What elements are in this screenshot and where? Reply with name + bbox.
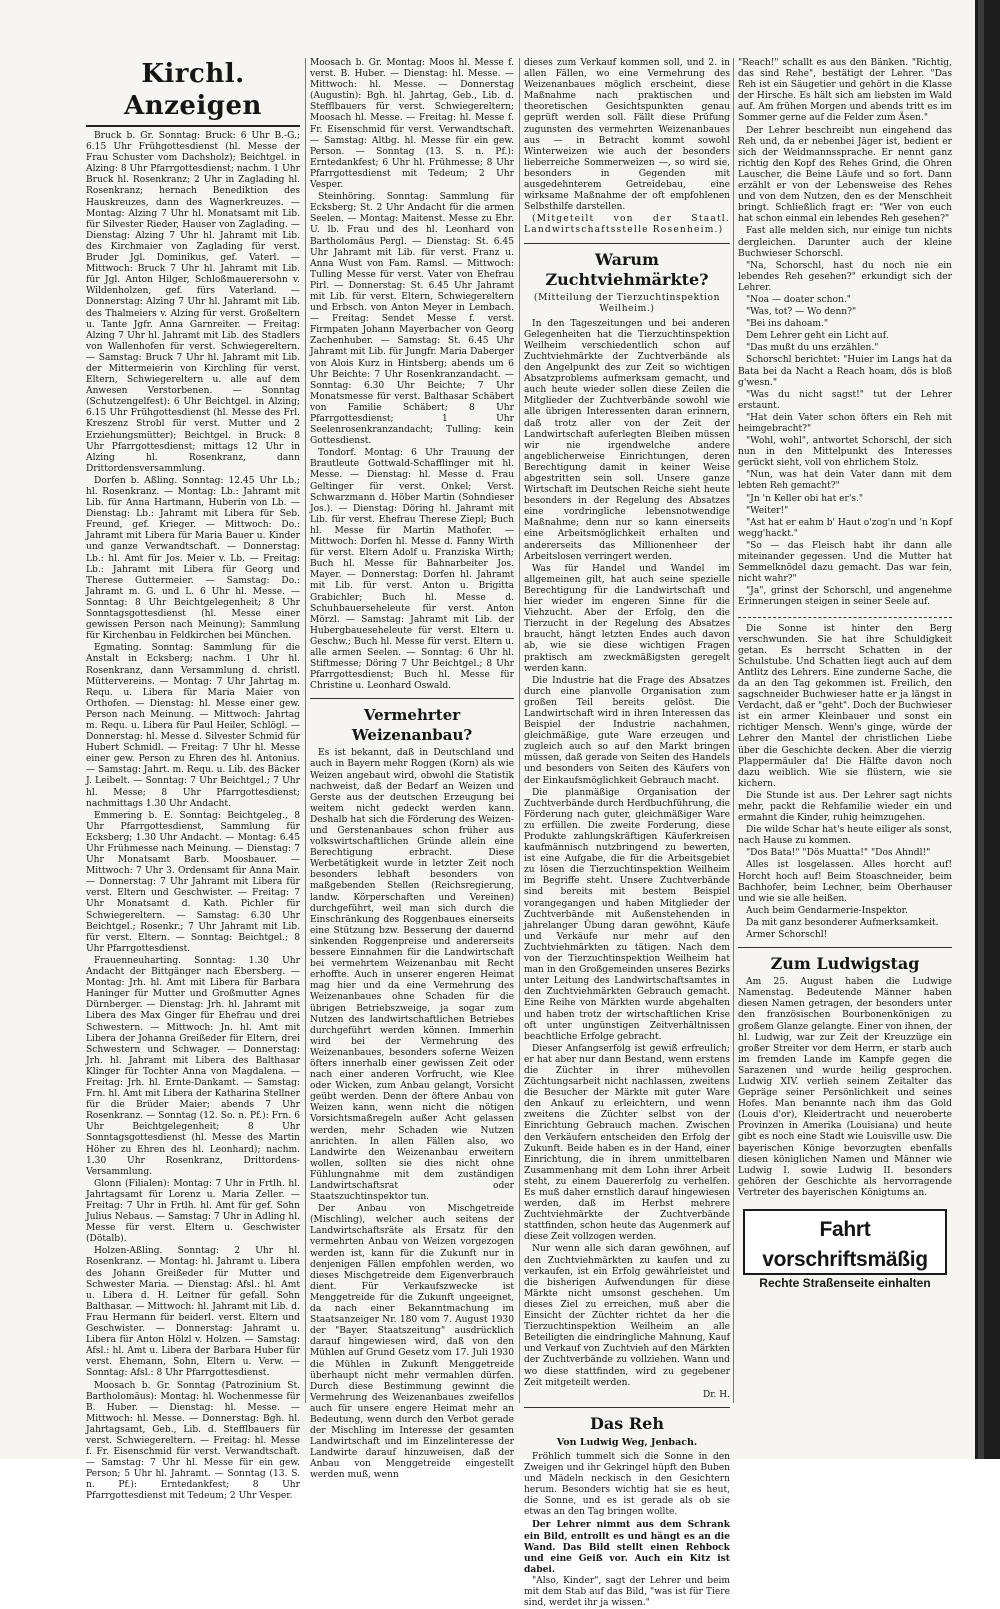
ad-headline: Fahrt vorschriftsmäßig (762, 1218, 928, 1271)
section-masthead: Kirchl. Anzeigen (86, 58, 300, 127)
story-paragraph: "Ja", grinst der Schorschl, und angenehme Erinnerungen steigen in seiner Seele auf. (738, 586, 952, 608)
story-paragraph: Die Stunde ist aus. Der Lehrer sagt nichts mehr, packt die Rehfamilie wieder ein und ermahnt die Kinder, ruhig heimzugehen. (738, 790, 952, 824)
notice-paragraph: Holzen-Aßling. Sonntag: 2 Uhr hl. Rosenkranz. — Montag: hl. Jahramt u. Libera des Johann Greißeder für Mutter und Schwester Maria. — Dienstag: Afsl.: hl. Amt u. Libera d. H. Leitner für gefall. Sohn Balthasar. — Mittwoch: hl. Jahramt mit Lib. d. Frau Hermann für beiderl. verst. Eltern und Geschwister. — Donnerstag: Jahramt u. Libera für Anton Hölzl v. Holzen. — Samstag: Afsl.: hl. Amt u. Libera der Barbara Huber für verst. Ehemann, Sohn, Eltern u. Verw. — Sonntag: Afsl.: 8 Uhr Pfarrgottesdienst. (86, 1246, 300, 1379)
article-source: (Mitgeteilt von der Staatl. Landwirtschaftsstelle Rosenheim.) (524, 214, 730, 236)
page-content (86, 58, 958, 1609)
story-paragraph: "Noa — doater schon." (746, 294, 851, 305)
notice-paragraph: Moosach b. Gr. Sonntag (Patrozinium St. Bartholomäus): Montag: hl. Wochenmesse für B. Huber. — Dienstag: hl. Messe. — Mittwoch: hl. Messe. — Donnerstag: Bgh. hl. Jahrtagsamt, Geb., Lib. d. Stefflbauers für verst. Schwiegereltern. — Freitag: hl. Messe f. Fr. Eisenschmid für verst. Verwandtschaft. — Samstag: 7 Uhr hl. Messe für ein gew. Person; 5 Uhr hl. Jahramt. — Sonntag (13. S. n. Pf.): Erntedankfest; 8 Uhr Pfarrgottesdienst mit Tedeum; 2 Uhr Vesper. (86, 1380, 300, 1502)
article-paragraph: dieses zum Verkauf kommen soll, und 2. in allen Fällen, wo eine Vermehrung des Weizenanbaues möglich erscheint, diese Maßnahme nach praktischen und theoretischen Gesichtspunkten genau geprüft werden soll. Fällt diese Prüfung zugunsten des vermehrten Weizenanbaues aus — in Betracht kommt sowohl Winterweizen wie auch der besonders lieberreiche Sommerweizen —, so wird sie, besonders in Gegenden mit ausgedehnterem Getreidebau, eine wirksame Maßnahme der oft empfohlenen Selbsthilfe darstellen. (524, 58, 730, 213)
column-church-notices-2 (310, 58, 514, 1481)
story-paragraph: Die Sonne ist hinter den Berg verschwunden. Sie hat ihre Schuldigkeit getan. Es herrscht Schatten in der Schulstube. Und Schatten liegt auch auf dem Antlitz des Lehrers. Eine zunderne Sache, die da an den Tag gekommen ist. Freilich, den sagschneider Buchwieser hatte er ja längst in Verdacht, daß er "geht". Doch der Buchwieser ist ein armer Kleinbauer und sonst ein richtiger Mensch. Wenn's ginge, würde der Lehrer den Mantel der christlichen Liebe über die Geschichte decken. Aber die vierzig Plappermäuler da! Die Hälfte davon noch dazu weiblich. Wie sie flüstern, wie sie kichern. (738, 623, 952, 789)
story-paragraph: "Das mußt du uns erzählen." (746, 343, 879, 354)
notice-paragraph: Glonn (Filialen): Montag: 7 Uhr in Frtlh. hl. Jahrtagsamt für Lorenz u. Maria Zeller. — Freitag: 7 Uhr in Frtlh. hl. Amt für gef. Sohn Julius Nebaus. — Samstag: 7 Uhr in Adling hl. Messe für verst. Eltern u. Geschwister (Dötalb). (86, 1178, 300, 1245)
story-paragraph: "Wohl, wohl", antwortet Schorschl, der sich nun in den Mittelpunkt des Interesses gerückt sieht, voll von ehrlichem Stolz. (738, 436, 952, 469)
story-paragraph: Da mit ganz besonderer Aufmerksamkeit. (746, 917, 939, 928)
scan-border (975, 0, 1000, 1459)
story-paragraph: "Dos Bata!" "Dös Muatta!" "Dos Ahndl!" (746, 848, 931, 859)
notice-paragraph: Emmering b. E. Sonntag: Beichtgeleg., 8 Uhr Pfarrgottesdienst, Sammlung für Ecksberg; 1.30 Uhr Andacht. — Montag: 6.45 Uhr Frühmesse nach Meinung. — Dienstag: 7 Uhr Monatsamt Barb. Moosbauer. — Mittwoch: 7 Uhr 3. Ordensamt für Anna Mair. — Donnerstag: 7 Uhr Jahramt mit Libera für verst. Eltern und Geschwister. — Freitag: 7 Uhr Monatsamt d. Kath. Pichler für Schwiegereltern. — Samstag: 6.30 Uhr Beichtgel.; Rosenkr.; 7 Uhr Jahramt mit Lib. für verst. Eltern. — Sonntag: Beichtgel.; 8 Uhr Pfarrgottesdienst. (86, 810, 300, 954)
notice-paragraph: Steinhöring. Sonntag: Sammlung für Ecksberg; St. 2 Uhr Andacht für die armen Seelen. — Montag: Maitenst. Messe zu Ehr. U. lb. Frau und des hl. Leonhard von Bartholomäus Pergl. — Dienstag: St. 6.45 Uhr Jahramt mit Lib. für verst. Franz u. Anna Wust von Fam. Ramsl. — Mittwoch: Tulling Messe für verst. Vater von Ehefrau Pirl. — Donnerstag: St. 6.45 Uhr Jahramt mit Lib. für verst. Eltern, Schwiegereltern und Erbsch. von Anton Meyer in Lembach. — Freitag: Sendet Messe f. verst. Firmpaten Johann Mayerbacher von Georg Zachenhuber. — Samstag: St. 6.45 Uhr Jahramt mit Lib. für Jungfr. Maria Daberger von Alois Kurz in Hintsberg; abends um 6 Uhr Beichte: 7 Uhr Rosenkranzandacht. — Sonntag: 6.30 Uhr Beichte; 7 Uhr Monatsmesse für verst. Balthasar Schäbert von Familie Schäbert; 8 Uhr Pfarrgottesdienst; 1 Uhr Seelenrosenkranzandacht; Tulling: kein Gottesdienst. (310, 192, 514, 447)
story-paragraph: Armer Schorschl! (746, 930, 828, 941)
story-paragraph: "Ast hat er eahm b' Haut o'zog'n und 'n Kopf wegg'hackt." (738, 517, 952, 539)
story-paragraph: Schorschl berichtet: "Huier im Langs hat da Bata bei da Nacht a Reach hoam, dös is bloß g'wesn." (738, 355, 952, 388)
article-paragraph: Fröhlich tummelt sich die Sonne in den Zweigen und ihr Gekringel hüpft den Buben und Mädeln neckisch in den Gesichtern herum. Besonders wichtig hat sie es heut, die Sonne, und es ist gerade als ob sie etwas an den Tag bringen wollte. (524, 1451, 730, 1518)
article-paragraph: Was für Handel und Wandel im allgemeinen gilt, hat auch seine spezielle Berechtigung für die Landwirtschaft und hier wieder im engeren Sinne für die Viehzucht. Aber der Erfolg, den die Tierzucht in der Regelung des Absatzes braucht, hängt letzten Endes auch davon ab, wie sie diese wichtigen Fragen praktisch am zweckmäßigsten geregelt werden kann. (524, 563, 730, 674)
article-paragraph: "Also, Kinder", sagt der Lehrer und beim mit dem Stab auf das Bild, "was ist für Tiere sind, werdet ihr ja wissen." (524, 1575, 730, 1609)
article-paragraph: Am 25. August haben die Ludwige Namenstag. Bedeutende Männer haben diesen Namen getragen, der besonders unter den französischen Bourbonenkönigen zu großem Glanze gelangte. Einer von ihnen, der hl. Ludwig, war zur Zeit der Kreuzzüge ein großer Streiter vor dem Herrn, er starb auch im fremden Lande im Kampfe gegen die Sarazenen und wurde heilig gesprochen. Ludwig XIV. verlieh seinem Zeitalter das Gepräge seiner Persönlichkeit und seines Hofes. Man benannte nach ihm das Gold (Louis d'or), Kleidertracht und neueroberte Provinzen in Amerika (Louisiana) und heute gibt es noch eine Stadt wie Louisville usw. Die bayerischen Könige bevorzugten ebenfalls diesen königlichen Namen und Männer wie Ludwig I. sowie Ludwig II. besonders gehören der Geschichte als hervorragende Vertreter des bayerischen Königtums an. (738, 977, 952, 1198)
column-rule (519, 58, 520, 1403)
story-paragraph: Auch beim Gendarmerie-Inspektor. (746, 905, 908, 916)
story-paragraph: "Jn 'n Keller obi hat er's." (746, 493, 864, 504)
notice-paragraph: Dorfen b. Aßling. Sonntag: 12.45 Uhr Lb.; hl. Rosenkranz. — Montag: Lb.: Jahramt mit Lib. für Anna Hartmann, Huberin von Lb. — Dienstag: Lb.: Jahramt mit Libera für Seb. Freund, gef. Krieger. — Mittwoch: Do.: Jahramt mit Libera für Maria Bauer u. Kinder und ganze Verwandtschaft. — Donnerstag: Lb.: hl. Amt für Jos. Meier v. Lb. — Freitag: Lb.: Jahramt mit Libera für Georg und Therese Guttermeier. — Samstag: Do.: Jahramt m. G. und L. 6 Uhr hl. Messe. — Sonntag: 8 Uhr Beichtgelegenheit; 8 Uhr Sonntagsgottesdienst (hl. Messe einer gewissen Person nach Meinung); Sammlung für Kirchenbau in Feldkirchen bei München. (86, 475, 300, 642)
story-paragraph: "Nun, was hat dein Vater dann mit dem lebten Reh gemacht?" (738, 470, 952, 492)
story-paragraph: Alles ist losgelassen. Alles horcht auf! Horcht hoch auf! Beim Stoaschneider, beim Bachhofer, beim Lechner, beim Oberhauser und wie sie alle heißen. (738, 860, 952, 904)
story-paragraph: Dem Lehrer geht ein Licht auf. (746, 331, 889, 342)
article-paragraph: Der Anbau von Mischgetreide (Mischling), welcher auch seitens der Landwirtschaftsräte als Ersatz für den vermehrten Anbau von Weizen vorgezogen werden ist, kann für die Zukunft nur in denjenigen Fällen empfohlen werden, wo dieses Mischgetreide dem Eigenverbrauch dient. Für Verkaufszwecke ist Menggetreide für die Zukunft ungeeignet, da nach einer Bekanntmachung im Staatsanzeiger Nr. 180 vom 7. August 1930 der "Bayer. Staatszeitung" ausdrücklich darauf hingewiesen wird, daß von den Mühlen auf Grund Gesetz vom 17. Juli 1930 die Mühlen in Zukunft Menggetreide überhaupt nicht mehr vermahlen dürfen. Durch diese Bestimmung gewinnt die Vermehrung des Weizenanbaues zweifellos auch für unsere engere Heimat mehr an Bedeutung, wenn durch den Verbot gerade der Mischling im Interesse der gesamten Landwirtschaft und im Einzelinteresse der Landwirte darauf hinzuweisen, daß der Anbau von Menggetreide eingestellt werden muß, wenn (310, 1204, 514, 1481)
story-paragraph: Der Lehrer beschreibt nun eingehend das Reh und, da er nebenbei Jäger ist, bedient er sich der Weidmannssprache. Er nennt ganz richtig den Kopf des Rehes Grind, die Ohren Lauscher, die Beine Läufe und so fort. Dann erzählt er von der Lebensweise des Rehes und von dem Nutzen, den es der Menschheit bringt. Schließlich fragt er: "Wer von euch hat schon einmal ein lebendes Reh gesehen?" (738, 125, 952, 225)
article-paragraph: Die Industrie hat die Frage des Absatzes durch eine planvolle Organisation zum großen Teil bereits gelöst. Die Landwirtschaft wird in ihren Interessen das Beispiel der Industrie nachahmen, gleichmäßige, gute Ware erzeugen und zugleich auch so auf den Markt bringen müssen, daß gerade von Seiten des Handels und besonders von Seiten des Käufers von der Einkaufsmöglichkeit Gebrauch macht. (524, 675, 730, 786)
article-headline: Warum Zuchtviehmärkte? (545, 249, 709, 289)
article-signature: Dr. H. (703, 1389, 730, 1400)
article-paragraph: Es ist bekannt, daß in Deutschland und auch in Bayern mehr Roggen (Korn) als wie Weizen angebaut wird, obwohl die Statistik nachweist, daß der Bedarf an Weizen und Gerste aus der deutschen Erzeugung bei weitem nicht gedeckt werden kann. Deshalb hat sich die Förderung des Weizen- und Gerstenanbaues schon früher aus volkswirtschaftlichen Gründe allein eine Berechtigung erbracht. Diese Werbetätigkeit wurde in letzter Zeit noch besonders lebhaft besonders von maßgebenden Stellen (Reichsregierung, landw. Körperschaften und Vereinen) durchgeführt, weil man sich durch die Einschränkung des Roggenbaues einerseits eine Stützung bzw. Besserung der dauernd sinkenden Roggenpreise und andererseits bessere Einnahmen für die Landwirtschaft bei vermehrtem Weizenanbau mit Recht erhoffte. Auch in unserer engeren Heimat mag hier und da eine Vermehrung des Weizenanbaues ohne Schaden für die übrigen Betriebszweige, ja sogar zum Nutzen des landwirtschaftlichen Betriebes durchgeführt werden können. Immerhin wird bei der Vermehrung des Weizenanbaues, besonders soferne Weizen öfters innerhalb einer gewissen Zeit oder nach einer anderen Vorfrucht, wie Klee oder Wicken, zum Anbau gelangt, Vorsicht geübt werden. Denn der öftere Anbau von Weizen kann, wenn nicht die nötigen Vorsichtsmaßregeln außer Acht gelassen werden, mehr Schaden wie Nutzen anrichten. In allen Fällen also, wo Landwirte den Weizenanbau erweitern wollen, sollten sie dies nicht ohne Fühlungnahme mit dem zuständigen Landwirtschaftsrat oder Staatszuchtinspektor tun. (310, 748, 514, 1203)
section-divider (310, 698, 514, 699)
story-paragraph: "Bei ins dahoam." (746, 319, 829, 330)
story-paragraph: "Hat dein Vater schon öfters ein Reh mit heimgebracht?" (738, 412, 952, 434)
story-paragraph: "So — das Fleisch habt ihr dann alle miteinander gegessen. Und die Mutter hat Semmelknödel dazu gemacht. Das war fein, nicht wahr?" (738, 540, 952, 585)
story-paragraph: "Na, Schorschl, hast du noch nie ein lebendes Reh gesehen?" erkundigt sich der Lehrer. (738, 260, 952, 293)
ad-subline: Rechte Straßenseite einhalten (759, 1276, 931, 1290)
column-church-notices-1 (86, 58, 300, 1502)
story-paragraph: Die wilde Schar hat's heute eiliger als sonst, nach Hause zu kommen. (738, 825, 952, 847)
story-paragraph: "Was du nicht sagst!" tut der Lehrer erstaunt. (738, 389, 952, 411)
notice-paragraph: Moosach b. Gr. Montag: Moos hl. Messe f. verst. B. Huber. — Dienstag: hl. Messe. — Mittwoch: hl. Messe. — Donnerstag (Augustin): Bgh. hl. Jahrtag, Geb., Lib. d. Stefflbauers für verst. Schwiegereltern; Moosach hl. Messe. — Freitag: hl. Messe f. Fr. Eisenschmid für verst. Verwandtschaft. — Samstag: Altbg. hl. Messe für ein gew. Person. — Sonntag (13. S. n. Pf.): Erntedankfest; 6 Uhr hl. Frühmesse; 8 Uhr Pfarrgottesdienst mit Tedeum; 2 Uhr Vesper. (310, 58, 514, 191)
article-paragraph: Die planmäßige Organisation der Zuchtverbände durch Herdbuchführung, die Förderung nach guter, gleichmäßiger Ware zu erfüllen. Die zweite Forderung, diese Produkte zahlungskräftigen Käuferkreisen kaufmännisch nutzbringend zu bewerten, ist eine Aufgabe, die für die Arbeitsgebiet zu lösen die Tierzuchtinspektion Weilheim im Begriffe steht. Unsere Zuchtverbände sind bereits mit bestem Beispiel vorangegangen und haben Mitglieder der Zuchtverbände mit Außenstehenden in jahrelanger Übung daran gewöhnt, Käufe und Verkäufe nur mehr auf den Zuchtviehmärkten zu tätigen. Nach dem von der Tierzuchtinspektion Weilheim hat man in den Großgemeinden unseres Bezirks unter Leitung des Landwirtschaftsamtes in den Zuchtviehmärkten Gebrauch gemacht. Eine Reihe von Märkten wurde abgehalten und haben trotz der wirtschaftlichen Krise oft unter ungünstigen Zeitverhältnissen beachtliche Erfolge gebracht. (524, 787, 730, 1042)
article-headline: Vermehrter Weizenanbau? (351, 706, 473, 745)
article-paragraph: In den Tageszeitungen und bei anderen Gelegenheiten hat die Tierzuchtinspektion Weilheim verschiedentlich schon auf Zuchtviehmärkte der Zuchtverbände als den Angelpunkt des zur Zeit so wichtigen Absatzproblems aufmerksam gemacht, und auch heute wieder sollen diese Zeilen die Mitglieder der Zuchtverbände sowohl wie alle übrigen Interessenten daran erinnern, daß trotz aller von der Zeit der Landwirtschaft auferlegten Bleiben müssen wir nie irgendwelche andere angeblicherweise Einrichtungen, deren Berechtigung damit in keiner Weise abgestritten sein soll. Unsere ganze Wirtschaft im Deutschen Reiche sieht heute besonders in der Regelung des Absatzes eine vordringliche lebensnotwendige Maßnahme; denn nur so kann einerseits eine Arbeitsmöglichkeit erhalten und andererseits das Millionenheer der Arbeitslosen verringert werden. (524, 318, 730, 562)
notice-paragraph: Bruck b. Gr. Sonntag: Bruck: 6 Uhr B.-G.; 6.15 Uhr Frühgottesdienst (hl. Messe der Frau Schuster vom Dachsholz); Beichtgel. in Alzing: 8 Uhr Pfarrgottesdienst; nachm. 1 Uhr Bruck hl. Rosenkranz; 2 Uhr in Zaglading hl. Rosenkranz; hernach Benediktion des Hauskreuzes, dann des Wagnerkreuzes. — Montag: Alzing 7 Uhr hl. Monatsamt mit Lib. für Silvester Rieder, Hauser von Zaglading. — Dienstag: Alzing 7 Uhr hl. Jahramt mit Lib. des Kirchmaier von Zaglading für verst. Bruder Jgl. Dominikus, gef. Vaterl. — Mittwoch: Bruck 7 Uhr hl. Jahramt mit Lib. für Jgl. Anton Hilger, Schloßmauerersohn v. Wildenholzen, gef. fürs Vaterland. — Donnerstag: Alzing 7 Uhr hl. Jahramt mit Lib. des Thalmeiers v. Alzing für verst. Großeltern u. Tante Jgfr. Anna Garnreiter. — Freitag: Alzing 7 Uhr hl. Jahramt mit Lib. des Stadlers von Wallenhofen für verst. Schwiegereltern. — Samstag: Bruck 7 Uhr hl. Jahramt mit Lib. der Mittermeierin von Kirchling für verst. Eltern, Schwiegereltern u. alle auf dem Anwesen Verstorbenen. — Sonntag (Schutzengelfest): 6 Uhr Beichtgel. in Alzing; 6.15 Uhr Frühgottesdienst (hl. Messe des Frl. Kreszenz Strobl für verst. Mutter und 2 Erziehungsmütter); Beichtgel. in Bruck: 8 Uhr Pfarrgottesdienst; mittags 12 Uhr in Alzing hl. Rosenkranz, dann Drittordensversammlung. (86, 131, 300, 474)
scene-break (738, 617, 952, 618)
story-paragraph: "Reach!" schallt es aus den Bänken. "Richtig, das sind Rehe", bestätigt der Lehrer. "Das Reh ist ein Säugetier und gehört in die Klasse der Hirsche. Es hält sich am liebsten im Wald auf. Am frühen Morgen und abends tritt es im Sommer gerne auf die Felder zum Äsen." (738, 58, 952, 124)
column-rule (733, 58, 734, 1403)
article-subtitle: (Mitteilung der Tierzuchtinspektion Weilheim.) (533, 292, 721, 314)
section-divider (524, 1407, 730, 1408)
story-paragraph: "Was, tot? — Wo denn?" (746, 307, 857, 318)
notice-paragraph: Tondorf. Montag: 6 Uhr Trauung der Brautleute Gottwald-Schafflinger mit hl. Messe. — Dienstag: hl. Messe d. Frau Geltinger für verst. Onkel; Verst. Schwarzmann d. Höber Martin (Sohndieser Jos.). — Dienstag: Döring hl. Jahramt mit Lib. für verst. Ehefrau Therese Ziepl; Buch hl. Messe für Martin Mathofer. — Mittwoch: Dorfen hl. Messe d. Fanny Wirth für verst. Eltern Adolf u. Franziska Wirth; Buch hl. Messe für Bahnarbeiter Jos. Mayer. — Donnerstag: Dorfen hl. Jahramt mit Lib. für verst. Anton u. Brigitta Grabichler; Buch hl. Messe d. Schuhbauerseheleute für verst. Anton Mörzl. — Samstag: Jahramt mit Lib. der Hubergbaueseheleute für verst. Eltern u. Geschw.; Buch hl. Messe für verst. Eltern u. alle armen Seelen. — Sonntag: 6 Uhr hl. Stiftmesse; Döring 7 Uhr Beichtgel.; 8 Uhr Pfarrgottesdienst; Buch hl. Messe für Christine u. Leonhard Oswald. (310, 448, 514, 692)
section-divider (524, 243, 730, 244)
notice-paragraph: Frauenneuharting. Sonntag: 1.30 Uhr Andacht der Bittgänger nach Ebersberg. — Montag: Jrh. hl. Amt mit Libera für Barbara Haninger für Mutter und Großmutter Agnes Dürnberger. — Dienstag: Jrh. hl. Jahramt mit Libera des Max Ginger für Ehefrau und drei Schwestern. — Mittwoch: Jn. hl. Amt mit Libera der Johanna Greißeder für Eltern, drei Schwestern und Schwager. — Donnerstag: Jrh. hl. Jahramt mit Libera des Balthasar Klinger für Tochter Anna von Magdalena. — Freitag: Jrh. hl. Ernte-Dankamt. — Samstag: Frn. hl. Amt mit Libera der Katharina Stellner für die Brüder Maier; abends 7 Uhr Rosenkranz. — Sonntag (12. So. n. Pf.): Frn. 6 Uhr Beichtgelegenheit; 8 Uhr Sonntagsgottesdienst (hl. Messe des Martin Höher zu Ehren des hl. Leonhard); nachm. 1.30 Uhr Rosenkranz, Drittordens-Versammlung. (86, 955, 300, 1177)
story-paragraph: Fast alle melden sich, nur einige tun nichts dergleichen. Darunter auch der kleine Buchwieser Schorschl. (738, 226, 952, 259)
article-byline: Von Ludwig Weg, Jenbach. (556, 1436, 698, 1448)
story-paragraph: "Weiter!" (746, 505, 789, 516)
article-paragraph: Nur wenn alle sich daran gewöhnen, auf den Zuchtviehmärkten zu kaufen und zu verkaufen, ist ein Erfolg gewährleistet und die bisherigen Aufwendungen für diese Märkte nicht umsonst geschehen. Um dieses Ziel zu erreichen, muß aber die Einsicht der Züchter richtet da her die Tierzuchtinspektion Weilheim an alle Beteiligten die eindringliche Mahnung, Kauf und Verkauf von Zuchtvieh auf den Märkten der Zuchtverbände zu vollziehen. Wann und wo diese stattfinden, wird zu gegebener Zeit mitgeteilt werden. (524, 1244, 730, 1388)
column-rule (305, 58, 306, 1403)
article-paragraph: Dieser Anfangserfolg ist gewiß erfreulich; er hat aber nur dann Bestand, wenn erstens die Züchter in ihrer mühevollen Züchtungsarbeit nicht nachlassen, zweitens die Besucher der Märkte mit guter Ware den Ankauf zu erleichtern, und wenn zweitens die Züchter selbst von der Einrichtung Gebrauch machen. Zwischen den Verkäufern entscheiden den Erfolg der Zukunft. Beide haben es in der Hand, einer Einrichtung, die in ihrem unmittelbaren Zusammenhang mit dem Lohn ihrer Arbeit steht, zu einem Dauererfolg zu verhelfen. Es muß daher ernstlich darauf hingewiesen werden, daß im Herbst mehrere Zuchtviehmärkte der Zuchtverbände stattfinden, schon heute das Augenmerk auf diese Zeit vollzogen werden. (524, 1043, 730, 1243)
article-paragraph: Der Lehrer nimmt aus dem Schrank ein Bild, entrollt es und hängt es an die Wand. Das Bild stellt einen Rehbock und eine Geiß vor. Auch ein Kitz ist dabei. (524, 1519, 730, 1575)
notice-paragraph: Egmating. Sonntag: Sammlung für die Anstalt in Ecksberg; nachm. 1 Uhr hl. Rosenkranz, dann Versammlung d. christl. Müttervereins. — Montag: 7 Uhr Jahrtag m. Requ. u. Libera für Maria Maier von Orthofen. — Dienstag: hl. Messe einer gew. Person nach Meinung. — Mittwoch: Jahrtag m. Requ. u. Libera für Paul Heiler, Schlögl. — Donnerstag: hl. Messe d. Silvester Schmid für Hubert Schmidl. — Freitag: 7 Uhr hl. Messe einer gew. Person zu Ehren des hl. Antonius. — Samstag: Jahrt. m. Requ. u. Lib. des Bäcker J. Leibelt. — Sonntag: 7 Uhr Beichtgel.; 7 Uhr hl. Messe; 8 Uhr Pfarrgottesdienst; nachmittags 1.30 Uhr Andacht. (86, 643, 300, 809)
section-divider (738, 947, 952, 948)
column-articles (524, 58, 730, 1609)
traffic-advertisement (743, 1209, 947, 1290)
column-story (738, 58, 952, 1403)
article-headline: Zum Ludwigstag (770, 954, 920, 974)
article-headline: Das Reh (590, 1413, 664, 1433)
